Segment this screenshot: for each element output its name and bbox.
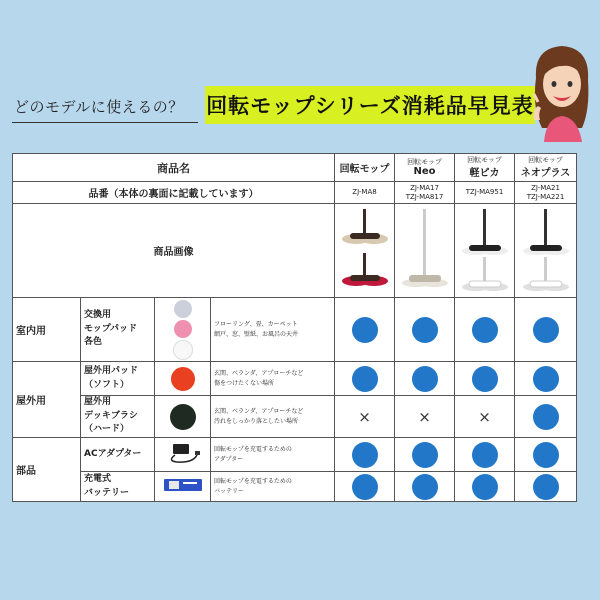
compatible-circle-icon <box>412 442 438 468</box>
compatible-circle-icon <box>352 442 378 468</box>
compat-mark <box>335 298 395 362</box>
compatible-circle-icon <box>472 474 498 500</box>
item-deck-brush: 屋外用 デッキブラシ （ハード） <box>81 396 155 438</box>
product-image-1 <box>335 204 395 298</box>
compatible-circle-icon <box>412 317 438 343</box>
compat-mark <box>395 396 455 438</box>
incompatible-cross-mark: × <box>418 407 431 426</box>
category-indoor: 室内用 <box>13 298 81 362</box>
compat-mark <box>515 362 577 396</box>
compat-mark <box>335 362 395 396</box>
incompatible-cross-mark: × <box>358 407 371 426</box>
compat-mark <box>515 396 577 438</box>
model-number-3: TZJ-MA951 <box>455 182 515 204</box>
compat-mark <box>515 472 577 502</box>
model-number-1: ZJ-MA8 <box>335 182 395 204</box>
mop-image-icon <box>456 205 514 293</box>
model-header-3: 回転モップ 軽ピカ <box>455 154 515 182</box>
item-image-outdoor-pad <box>155 362 211 396</box>
item-battery: 充電式 バッテリー <box>81 472 155 502</box>
compatible-circle-icon <box>412 474 438 500</box>
compat-mark <box>395 298 455 362</box>
desc-battery: 回転モップを充電するための バッテリー <box>211 472 335 502</box>
pink-pad-icon <box>174 320 192 338</box>
mop-image-icon <box>336 205 394 293</box>
white-pad-icon <box>173 340 193 360</box>
desc-deck-brush: 玄関、ベランダ、アプローチなど 汚れをしっかり落としたい場所 <box>211 396 335 438</box>
model-header-2: 回転モップ Neo <box>395 154 455 182</box>
orange-pad-icon <box>171 367 195 391</box>
desc-ac-adapter: 回転モップを充電するための アダプター <box>211 438 335 472</box>
item-image-deck-brush <box>155 396 211 438</box>
item-ac-adapter: ACアダプター <box>81 438 155 472</box>
compatible-circle-icon <box>533 404 559 430</box>
adapter-icon <box>163 441 203 465</box>
compat-mark <box>335 396 395 438</box>
product-image-3 <box>455 204 515 298</box>
compatible-circle-icon <box>533 474 559 500</box>
consumables-table <box>12 153 576 501</box>
compatible-circle-icon <box>472 366 498 392</box>
compat-mark <box>455 472 515 502</box>
product-image-2 <box>395 204 455 298</box>
compat-mark <box>455 396 515 438</box>
model-header-1: 回転モップ <box>335 154 395 182</box>
item-outdoor-pad: 屋外用パッド （ソフト） <box>81 362 155 396</box>
heading-underline <box>12 122 198 123</box>
model-header-4: 回転モップ ネオプラス <box>515 154 577 182</box>
compat-mark <box>335 438 395 472</box>
title-banner: 回転モップシリーズ消耗品早見表 <box>205 86 535 124</box>
mop-image-icon <box>517 205 575 293</box>
compatible-circle-icon <box>472 442 498 468</box>
header-product-image: 商品画像 <box>13 204 335 298</box>
brush-pad-icon <box>170 404 196 430</box>
question-heading: どのモデルに使えるの？ <box>14 98 184 116</box>
compat-mark <box>335 472 395 502</box>
item-mop-pad: 交換用 モップパッド 各色 <box>81 298 155 362</box>
compatible-circle-icon <box>352 366 378 392</box>
compatible-circle-icon <box>533 317 559 343</box>
compat-mark <box>395 362 455 396</box>
desc-mop-pad: フローリング、畳、カーペット 網戸、窓、壁紙、お風呂の天井 <box>211 298 335 362</box>
compatible-circle-icon <box>352 474 378 500</box>
compat-mark <box>455 438 515 472</box>
compat-mark <box>455 362 515 396</box>
compat-mark <box>395 438 455 472</box>
mop-image-icon <box>396 205 454 293</box>
woman-avatar-icon <box>528 40 596 142</box>
category-parts: 部品 <box>13 438 81 502</box>
gray-pad-icon <box>174 300 192 318</box>
category-outdoor: 屋外用 <box>13 362 81 438</box>
compatible-circle-icon <box>533 442 559 468</box>
model-number-4: ZJ-MA21 TZJ-MA221 <box>515 182 577 204</box>
compat-mark <box>455 298 515 362</box>
product-image-4 <box>515 204 577 298</box>
item-image-ac-adapter <box>155 438 211 472</box>
battery-icon <box>161 475 205 495</box>
compatible-circle-icon <box>412 366 438 392</box>
compatible-circle-icon <box>472 317 498 343</box>
header-model-number: 品番（本体の裏面に記載しています） <box>13 182 335 204</box>
compat-mark <box>515 438 577 472</box>
header-product-name: 商品名 <box>13 154 335 182</box>
compat-mark <box>395 472 455 502</box>
compatible-circle-icon <box>352 317 378 343</box>
item-image-mop-pad <box>155 298 211 362</box>
compatible-circle-icon <box>533 366 559 392</box>
item-image-battery <box>155 472 211 502</box>
model-number-2: ZJ-MA17 TZJ-MA817 <box>395 182 455 204</box>
incompatible-cross-mark: × <box>478 407 491 426</box>
desc-outdoor-pad: 玄関、ベランダ、アプローチなど 傷をつけたくない場所 <box>211 362 335 396</box>
compat-mark <box>515 298 577 362</box>
